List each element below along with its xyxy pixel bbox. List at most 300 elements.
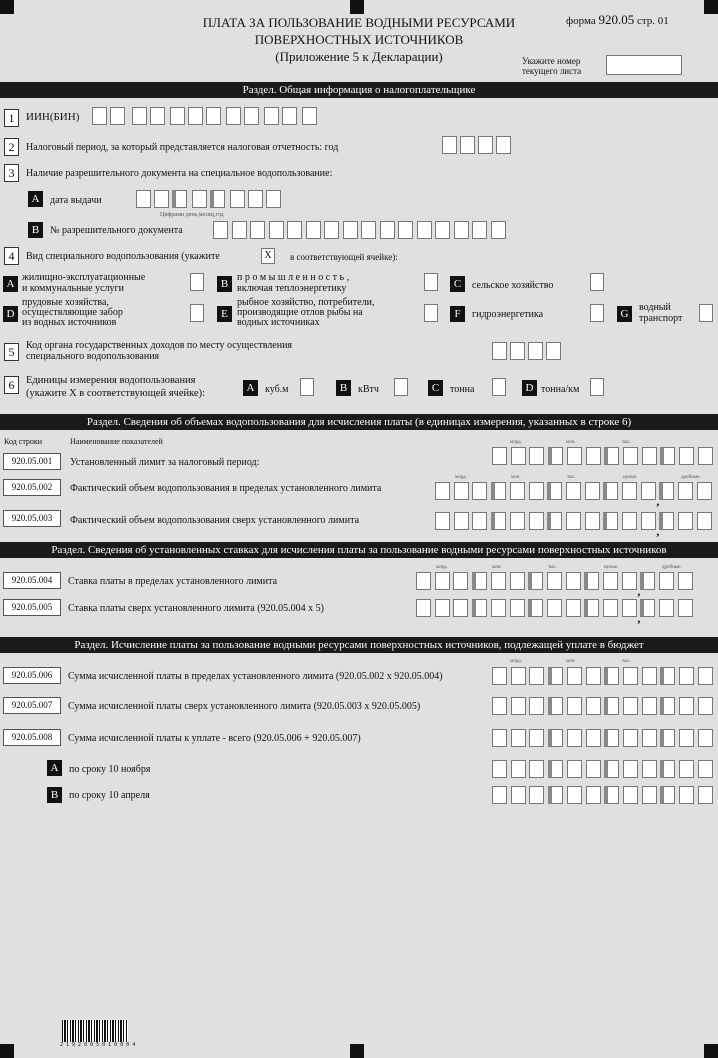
form-title-line2: ПОВЕРХНОСТНЫХ ИСТОЧНИКОВ	[254, 32, 464, 47]
actual-within-digit-cell[interactable]	[547, 482, 562, 500]
registration-mark	[350, 1044, 364, 1058]
actual-over-digit-cell[interactable]	[491, 512, 506, 530]
decimal-comma: ,	[637, 611, 641, 625]
group-label-fraction: дробные.	[662, 565, 682, 570]
registration-mark	[704, 1044, 718, 1058]
water-use-type-label: Вид специального водопользования (укажите	[26, 251, 220, 262]
option-e-badge: E	[217, 306, 232, 322]
actual-over-digit-cell[interactable]	[622, 512, 637, 530]
fee-november-digit-cell[interactable]	[586, 760, 601, 778]
actual-over-digit-cell[interactable]	[697, 512, 712, 530]
rate-within-digit-cell[interactable]	[453, 572, 468, 590]
actual-over-digit-cell[interactable]	[435, 512, 450, 530]
option-d-badge: D	[3, 306, 18, 322]
actual-within-digit-cell[interactable]	[603, 482, 618, 500]
option-b-label	[237, 272, 349, 294]
option-e-checkbox[interactable]	[424, 304, 438, 322]
form-number	[566, 12, 669, 28]
fee-november-digit-cell[interactable]	[511, 760, 526, 778]
actual-over-digit-cell[interactable]	[547, 512, 562, 530]
limit-digit-cell[interactable]	[529, 447, 544, 465]
limit-digit-cell[interactable]	[623, 447, 638, 465]
water-use-type-note: в соответствующей ячейке):	[290, 252, 398, 262]
option-g-line2: транспорт	[639, 313, 683, 324]
letter-a-badge: A	[28, 191, 43, 207]
fee-within-digit-cell[interactable]	[642, 667, 657, 685]
permit-digit-cell[interactable]	[287, 221, 302, 239]
permit-digit-cell[interactable]	[250, 221, 265, 239]
permit-digit-cell[interactable]	[454, 221, 469, 239]
line-label-920-05-002: Фактический объем водопользования в пределах установленного лимита	[70, 483, 382, 494]
iin-digit-cell[interactable]	[92, 107, 107, 125]
rate-within-digit-cell[interactable]	[416, 572, 431, 590]
fee-total-digit-cell[interactable]	[511, 729, 526, 747]
tax-authority-line2: специального водопользования	[26, 351, 160, 362]
form-code: 920.05	[598, 12, 635, 27]
actual-over-digit-cell[interactable]	[603, 512, 618, 530]
actual-over-digit-cell[interactable]	[659, 512, 674, 530]
fee-within-digit-cell[interactable]	[529, 667, 544, 685]
fee-april-digit-cell[interactable]	[642, 786, 657, 804]
rate-within-digit-cell[interactable]	[528, 572, 543, 590]
line-code-920-05-005: 920.05.005	[3, 599, 61, 616]
iin-digit-cell[interactable]	[244, 107, 259, 125]
fee-total-digit-cell[interactable]	[586, 729, 601, 747]
limit-digit-cell[interactable]	[586, 447, 601, 465]
rate-over-digit-cell[interactable]	[566, 599, 581, 617]
fee-april-digit-cell[interactable]	[698, 786, 713, 804]
actual-within-digit-cell[interactable]	[641, 482, 656, 500]
fee-total-digit-cell[interactable]	[604, 729, 619, 747]
iin-digit-cell[interactable]	[110, 107, 125, 125]
fee-over-digit-cell[interactable]	[679, 697, 694, 715]
unit-b-label: кВтч	[358, 384, 379, 395]
line-code-920-05-006: 920.05.006	[3, 667, 61, 684]
fee-november-digit-cell[interactable]	[698, 760, 713, 778]
fee-within-digit-cell[interactable]	[492, 667, 507, 685]
actual-over-digit-cell[interactable]	[454, 512, 469, 530]
date-digit-cell[interactable]	[192, 190, 207, 208]
fee-within-digit-cell[interactable]	[698, 667, 713, 685]
fee-total-digit-cell[interactable]	[567, 729, 582, 747]
permit-digit-cell[interactable]	[269, 221, 284, 239]
fee-april-digit-cell[interactable]	[548, 786, 563, 804]
date-digit-cell[interactable]	[136, 190, 151, 208]
permit-label: Наличие разрешительного документа на специальное водопользование:	[26, 168, 333, 179]
option-e-line2: производящие отлов рыбы на	[237, 307, 363, 318]
registration-mark	[0, 1044, 14, 1058]
unit-d-badge: D	[522, 380, 537, 396]
line-code-920-05-007: 920.05.007	[3, 697, 61, 714]
fee-over-digit-cell[interactable]	[567, 697, 582, 715]
section-volume-header: Раздел. Сведения об объемах водопользования для исчисления платы (в единицах измерения, указанных в строке 6)	[0, 414, 718, 430]
fee-april-digit-cell[interactable]	[586, 786, 601, 804]
section-calculation-header: Раздел. Исчисление платы за пользование водными ресурсами поверхностных источников, подлежащей уплате в бюджет	[0, 637, 718, 653]
option-d-checkbox[interactable]	[190, 304, 204, 322]
option-g-checkbox[interactable]	[699, 304, 713, 322]
group-label-integer: целые.	[604, 565, 619, 570]
rate-within-digit-cell[interactable]	[435, 572, 450, 590]
group-label-million: млн.	[511, 475, 521, 480]
row-number-3: 3	[4, 164, 19, 182]
group-label-billion: млрд.	[510, 440, 522, 445]
limit-digit-cell[interactable]	[698, 447, 713, 465]
unit-a-checkbox[interactable]	[300, 378, 314, 396]
fee-within-digit-cell[interactable]	[679, 667, 694, 685]
decimal-comma: ,	[656, 494, 660, 508]
fee-over-digit-cell[interactable]	[492, 697, 507, 715]
unit-c-label: тонна	[450, 384, 475, 395]
rate-over-digit-cell[interactable]	[435, 599, 450, 617]
option-b-checkbox[interactable]	[424, 273, 438, 291]
rate-over-digit-cell[interactable]	[491, 599, 506, 617]
actual-over-digit-cell[interactable]	[529, 512, 544, 530]
rate-over-digit-cell[interactable]	[584, 599, 599, 617]
fee-april-digit-cell[interactable]	[511, 786, 526, 804]
line-code-920-05-004: 920.05.004	[3, 572, 61, 589]
option-d-line3: из водных источников	[22, 317, 117, 328]
sheet-label-line2: текущего листа	[522, 66, 582, 76]
line-label-920-05-001: Установленный лимит за налоговый период:	[70, 457, 260, 468]
year-digit-cell[interactable]	[442, 136, 457, 154]
iin-digit-cell[interactable]	[282, 107, 297, 125]
fee-over-digit-cell[interactable]	[642, 697, 657, 715]
actual-over-digit-cell[interactable]	[678, 512, 693, 530]
tax-authority-line1: Код органа государственных доходов по месту осуществления	[26, 340, 293, 351]
option-g-badge: G	[617, 306, 632, 322]
fee-total-digit-cell[interactable]	[548, 729, 563, 747]
fee-over-digit-cell[interactable]	[604, 697, 619, 715]
rate-over-digit-cell[interactable]	[603, 599, 618, 617]
actual-within-digit-cell[interactable]	[678, 482, 693, 500]
letter-b-badge: B	[28, 222, 43, 238]
group-label-thousand: тыс.	[622, 440, 632, 445]
fee-over-digit-cell[interactable]	[548, 697, 563, 715]
iin-digit-cell[interactable]	[226, 107, 241, 125]
fee-within-digit-cell[interactable]	[567, 667, 582, 685]
fee-over-digit-cell[interactable]	[586, 697, 601, 715]
permit-digit-cell[interactable]	[398, 221, 413, 239]
permit-digit-cell[interactable]	[324, 221, 339, 239]
rate-over-digit-cell[interactable]	[622, 599, 637, 617]
iin-digit-cell[interactable]	[302, 107, 317, 125]
iin-digit-cell[interactable]	[150, 107, 165, 125]
fee-total-digit-cell[interactable]	[529, 729, 544, 747]
fee-total-digit-cell[interactable]	[642, 729, 657, 747]
iin-digit-cell[interactable]	[264, 107, 279, 125]
actual-within-digit-cell[interactable]	[622, 482, 637, 500]
option-f-badge: F	[450, 306, 465, 322]
fee-over-digit-cell[interactable]	[698, 697, 713, 715]
limit-digit-cell[interactable]	[660, 447, 675, 465]
option-b-line1: п р о м ы ш л е н н о с т ь ,	[237, 272, 350, 283]
actual-within-digit-cell[interactable]	[697, 482, 712, 500]
due-a-badge: A	[47, 760, 62, 776]
actual-over-digit-cell[interactable]	[566, 512, 581, 530]
year-digit-cell[interactable]	[496, 136, 511, 154]
option-g-label	[639, 302, 682, 324]
form-title-line1: ПЛАТА ЗА ПОЛЬЗОВАНИЕ ВОДНЫМИ РЕСУРСАМИ	[202, 15, 516, 30]
fee-april-digit-cell[interactable]	[492, 786, 507, 804]
option-a-label	[22, 272, 145, 294]
rate-over-digit-cell[interactable]	[678, 599, 693, 617]
actual-within-digit-cell[interactable]	[659, 482, 674, 500]
unit-c-badge: C	[428, 380, 443, 396]
option-c-checkbox[interactable]	[590, 273, 604, 291]
unit-d-label: тонна/км	[541, 384, 580, 395]
limit-digit-cell[interactable]	[492, 447, 507, 465]
rate-over-digit-cell[interactable]	[528, 599, 543, 617]
sheet-number-input[interactable]	[606, 55, 682, 75]
authority-digit-cell[interactable]	[510, 342, 525, 360]
authority-digit-cell[interactable]	[492, 342, 507, 360]
date-digit-cell[interactable]	[230, 190, 245, 208]
iin-digit-cell[interactable]	[206, 107, 221, 125]
permit-digit-cell[interactable]	[435, 221, 450, 239]
limit-digit-cell[interactable]	[642, 447, 657, 465]
fee-within-digit-cell[interactable]	[623, 667, 638, 685]
fee-over-digit-cell[interactable]	[529, 697, 544, 715]
unit-c-checkbox[interactable]	[492, 378, 506, 396]
row-number-6: 6	[4, 376, 19, 394]
row-number-4: 4	[4, 247, 19, 265]
sheet-number-label	[522, 56, 581, 76]
line-code-920-05-003: 920.05.003	[3, 510, 61, 527]
fee-november-digit-cell[interactable]	[623, 760, 638, 778]
permit-digit-cell[interactable]	[232, 221, 247, 239]
actual-over-digit-cell[interactable]	[585, 512, 600, 530]
fee-within-digit-cell[interactable]	[660, 667, 675, 685]
option-f-label: гидроэнергетика	[472, 309, 544, 320]
authority-digit-cell[interactable]	[546, 342, 561, 360]
authority-digit-cell[interactable]	[528, 342, 543, 360]
line-code-920-05-008: 920.05.008	[3, 729, 61, 746]
actual-within-digit-cell[interactable]	[529, 482, 544, 500]
iin-digit-cell[interactable]	[132, 107, 147, 125]
option-d-line2: осуществляющие забор	[22, 307, 123, 318]
option-e-line1: рыбное хозяйство, потребители,	[237, 297, 375, 308]
units-label	[26, 374, 205, 400]
line-code-920-05-001: 920.05.001	[3, 453, 61, 470]
limit-digit-cell[interactable]	[511, 447, 526, 465]
fee-november-digit-cell[interactable]	[492, 760, 507, 778]
fee-november-digit-cell[interactable]	[548, 760, 563, 778]
example-x-box: X	[261, 248, 275, 264]
actual-within-digit-cell[interactable]	[454, 482, 469, 500]
rate-over-digit-cell[interactable]	[472, 599, 487, 617]
year-digit-cell[interactable]	[460, 136, 475, 154]
units-line1: Единицы измерения водопользования	[26, 375, 196, 386]
line-code-920-05-002: 920.05.002	[3, 479, 61, 496]
unit-a-badge: A	[243, 380, 258, 396]
rate-over-digit-cell[interactable]	[640, 599, 655, 617]
rate-within-digit-cell[interactable]	[622, 572, 637, 590]
units-line2: (укажите Х в соответствующей ячейке):	[26, 388, 206, 399]
fee-november-digit-cell[interactable]	[660, 760, 675, 778]
fee-november-digit-cell[interactable]	[567, 760, 582, 778]
unit-d-checkbox[interactable]	[590, 378, 604, 396]
iin-digit-cell[interactable]	[188, 107, 203, 125]
fee-november-digit-cell[interactable]	[679, 760, 694, 778]
actual-over-digit-cell[interactable]	[510, 512, 525, 530]
option-e-line3: водных источниках	[237, 317, 320, 328]
option-c-badge: C	[450, 276, 465, 292]
row-number-1: 1	[4, 109, 19, 127]
permit-number-label: № разрешительного документа	[50, 225, 183, 236]
rate-over-digit-cell[interactable]	[416, 599, 431, 617]
fee-total-digit-cell[interactable]	[660, 729, 675, 747]
group-label-billion: млрд.	[510, 659, 522, 664]
option-e-label	[237, 298, 374, 328]
fee-over-digit-cell[interactable]	[511, 697, 526, 715]
issue-date-label: дата выдачи	[50, 195, 102, 206]
fee-within-digit-cell[interactable]	[511, 667, 526, 685]
option-g-line1: водный	[639, 302, 671, 313]
due-november-label: по сроку 10 ноября	[69, 764, 151, 775]
fee-november-digit-cell[interactable]	[604, 760, 619, 778]
rate-over-digit-cell[interactable]	[547, 599, 562, 617]
group-label-fraction: дробные.	[681, 475, 701, 480]
rate-over-digit-cell[interactable]	[510, 599, 525, 617]
row-number-5: 5	[4, 343, 19, 361]
unit-a-label: куб.м	[265, 384, 289, 395]
iin-digit-cell[interactable]	[170, 107, 185, 125]
limit-digit-cell[interactable]	[548, 447, 563, 465]
registration-mark	[0, 0, 14, 14]
group-label-thousand: тыс.	[548, 565, 558, 570]
permit-digit-cell[interactable]	[361, 221, 376, 239]
fee-april-digit-cell[interactable]	[660, 786, 675, 804]
row-number-2: 2	[4, 138, 19, 156]
due-b-badge: B	[47, 787, 62, 803]
option-a-checkbox[interactable]	[190, 273, 204, 291]
fee-total-digit-cell[interactable]	[492, 729, 507, 747]
section-rates-header: Раздел. Сведения об установленных ставках для исчисления платы за пользование водными ресурсами поверхностных источников	[0, 542, 718, 558]
tax-period-label: Налоговый период, за который представляется налоговая отчетность: год	[26, 142, 339, 153]
form-title-line3: (Приложение 5 к Декларации)	[275, 49, 443, 64]
fee-april-digit-cell[interactable]	[679, 786, 694, 804]
rate-within-digit-cell[interactable]	[584, 572, 599, 590]
fee-total-digit-cell[interactable]	[623, 729, 638, 747]
fee-within-digit-cell[interactable]	[548, 667, 563, 685]
rate-within-digit-cell[interactable]	[472, 572, 487, 590]
option-b-badge: B	[217, 276, 232, 292]
rate-within-digit-cell[interactable]	[566, 572, 581, 590]
unit-b-badge: B	[336, 380, 351, 396]
limit-digit-cell[interactable]	[604, 447, 619, 465]
permit-digit-cell[interactable]	[417, 221, 432, 239]
fee-total-digit-cell[interactable]	[679, 729, 694, 747]
fee-within-digit-cell[interactable]	[586, 667, 601, 685]
unit-b-checkbox[interactable]	[394, 378, 408, 396]
rate-within-digit-cell[interactable]	[640, 572, 655, 590]
option-a-line2: и коммунальные услуги	[22, 283, 124, 294]
date-digit-cell[interactable]	[266, 190, 281, 208]
permit-digit-cell[interactable]	[213, 221, 228, 239]
permit-digit-cell[interactable]	[472, 221, 487, 239]
option-a-line1: жилищно-эксплуатационные	[22, 272, 146, 283]
option-b-line2: включая теплоэнергетику	[237, 283, 347, 294]
group-label-billion: млрд.	[455, 475, 467, 480]
actual-within-digit-cell[interactable]	[491, 482, 506, 500]
form-label: форма	[566, 15, 596, 27]
date-digit-cell[interactable]	[248, 190, 263, 208]
fee-april-digit-cell[interactable]	[604, 786, 619, 804]
date-digit-cell[interactable]	[210, 190, 225, 208]
rate-within-digit-cell[interactable]	[678, 572, 693, 590]
fee-november-digit-cell[interactable]	[642, 760, 657, 778]
column-code-header: Код строки	[4, 437, 43, 446]
limit-digit-cell[interactable]	[679, 447, 694, 465]
barcode-text: 2 1 9 2 0 0 5 0 1 0 0 0 4	[60, 1042, 136, 1048]
date-digit-cell[interactable]	[172, 190, 187, 208]
iin-label: ИИН(БИН)	[26, 111, 80, 123]
actual-within-digit-cell[interactable]	[472, 482, 487, 500]
group-label-thousand: тыс.	[622, 659, 632, 664]
fee-april-digit-cell[interactable]	[623, 786, 638, 804]
barcode	[62, 1020, 128, 1042]
fee-april-digit-cell[interactable]	[529, 786, 544, 804]
option-a-badge: A	[3, 276, 18, 292]
actual-within-digit-cell[interactable]	[510, 482, 525, 500]
section-general-info-header: Раздел. Общая информация о налогоплательщике	[0, 82, 718, 98]
group-label-integer: целые.	[623, 475, 638, 480]
decimal-comma: ,	[637, 584, 641, 598]
rate-within-digit-cell[interactable]	[510, 572, 525, 590]
rate-within-digit-cell[interactable]	[491, 572, 506, 590]
actual-within-digit-cell[interactable]	[585, 482, 600, 500]
rate-over-digit-cell[interactable]	[659, 599, 674, 617]
registration-mark	[704, 0, 718, 14]
tax-authority-label	[26, 340, 292, 362]
group-label-thousand: тыс.	[567, 475, 577, 480]
page-label: стр. 01	[636, 15, 669, 27]
option-f-checkbox[interactable]	[590, 304, 604, 322]
issue-date-hint: Цифрами день,месяц,год	[160, 212, 224, 218]
fee-over-digit-cell[interactable]	[660, 697, 675, 715]
fee-april-digit-cell[interactable]	[567, 786, 582, 804]
actual-over-digit-cell[interactable]	[641, 512, 656, 530]
fee-november-digit-cell[interactable]	[529, 760, 544, 778]
line-label-920-05-007: Сумма исчисленной платы сверх установленного лимита (920.05.003 х 920.05.005)	[68, 701, 421, 712]
fee-over-digit-cell[interactable]	[623, 697, 638, 715]
registration-mark	[350, 0, 364, 14]
line-label-920-05-005: Ставка платы сверх установленного лимита (920.05.004 х 5)	[68, 603, 324, 614]
fee-within-digit-cell[interactable]	[604, 667, 619, 685]
date-digit-cell[interactable]	[154, 190, 169, 208]
rate-within-digit-cell[interactable]	[603, 572, 618, 590]
permit-digit-cell[interactable]	[380, 221, 395, 239]
sheet-label-line1: Укажите номер	[522, 56, 581, 66]
fee-total-digit-cell[interactable]	[698, 729, 713, 747]
option-d-line1: прудовые хозяйства,	[22, 297, 109, 308]
group-label-billion: млрд.	[436, 565, 448, 570]
rate-within-digit-cell[interactable]	[659, 572, 674, 590]
actual-within-digit-cell[interactable]	[435, 482, 450, 500]
permit-digit-cell[interactable]	[343, 221, 358, 239]
line-label-920-05-004: Ставка платы в пределах установленного лимита	[68, 576, 278, 587]
permit-digit-cell[interactable]	[491, 221, 506, 239]
line-label-920-05-008: Сумма исчисленной платы к уплате - всего (920.05.006 + 920.05.007)	[68, 733, 361, 744]
actual-within-digit-cell[interactable]	[566, 482, 581, 500]
permit-digit-cell[interactable]	[306, 221, 321, 239]
year-digit-cell[interactable]	[478, 136, 493, 154]
rate-within-digit-cell[interactable]	[547, 572, 562, 590]
rate-over-digit-cell[interactable]	[453, 599, 468, 617]
limit-digit-cell[interactable]	[567, 447, 582, 465]
actual-over-digit-cell[interactable]	[472, 512, 487, 530]
line-label-920-05-003: Фактический объем водопользования сверх установленного лимита	[70, 515, 360, 526]
